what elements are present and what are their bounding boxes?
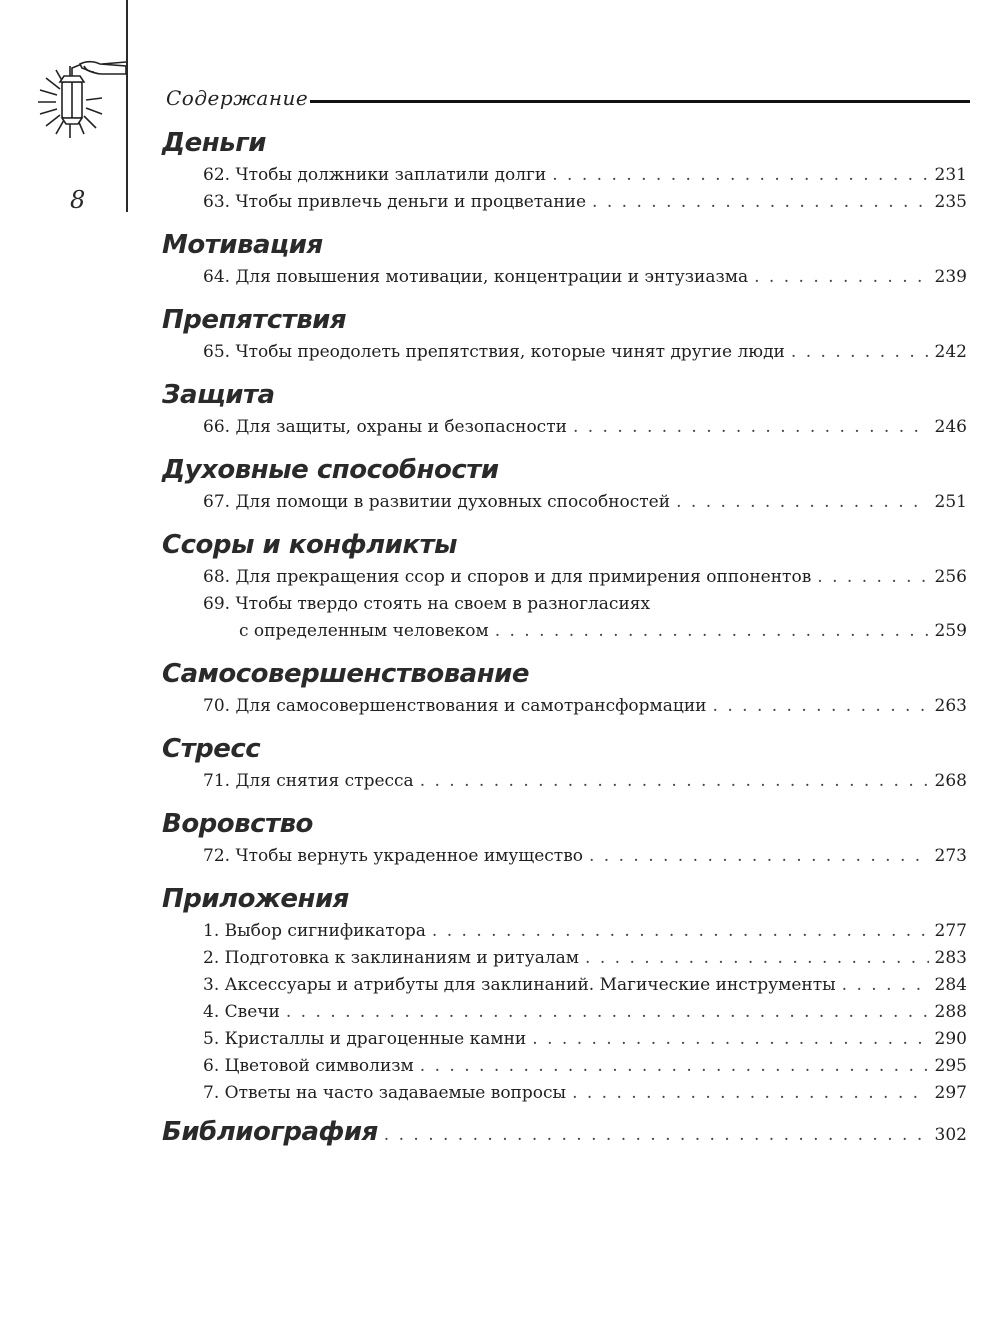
toc-entry[interactable]	[203, 1053, 967, 1080]
page-title: Содержание	[166, 86, 309, 110]
entry-title: Для помощи в развитии духовных способностей	[235, 492, 671, 512]
entry-number: 67.	[203, 492, 231, 512]
entry-row	[203, 489, 967, 516]
entry-row	[203, 264, 967, 291]
entry-page: 246	[934, 417, 967, 437]
dot-leader	[420, 768, 929, 795]
table-of-contents	[0, 124, 1000, 1157]
dot-leader	[842, 972, 929, 999]
entry-row	[203, 972, 967, 999]
dot-leader	[552, 162, 928, 189]
toc-section	[0, 655, 1000, 720]
entry-page: 259	[934, 621, 967, 641]
entry-row	[203, 162, 967, 189]
toc-section	[0, 376, 1000, 441]
entry-number: 4.	[203, 1002, 220, 1022]
toc-entry[interactable]	[203, 918, 967, 945]
entry-page: 273	[934, 846, 967, 866]
dot-leader	[432, 918, 929, 945]
entry-number: 62.	[203, 165, 231, 185]
entry-number: 7.	[203, 1083, 220, 1103]
entry-page: 290	[934, 1029, 967, 1049]
entry-title: Чтобы твердо стоять на своем в разногласиях	[235, 594, 651, 614]
dot-leader	[286, 999, 929, 1026]
entry-page: 297	[934, 1083, 967, 1103]
entry-row	[203, 189, 967, 216]
entry-number: 69.	[203, 594, 231, 614]
toc-entry[interactable]	[203, 339, 967, 366]
dot-leader	[791, 339, 929, 366]
entry-number: 1.	[203, 921, 220, 941]
toc-entry[interactable]	[203, 999, 967, 1026]
entry-title: Для прекращения ссор и споров и для примирения оппонентов	[235, 567, 812, 587]
page-number: 8	[70, 186, 86, 214]
section-title: Самосовершенствование	[162, 659, 530, 689]
entry-label	[203, 1080, 566, 1107]
bibliography-title: Библиография	[162, 1117, 378, 1147]
dot-leader	[592, 189, 929, 216]
entry-page: 277	[934, 921, 967, 941]
dot-leader	[573, 414, 929, 441]
section-title: Препятствия	[162, 305, 347, 335]
dot-leader	[817, 564, 928, 591]
entry-number: 6.	[203, 1056, 220, 1076]
toc-section	[0, 526, 1000, 645]
entry-title: Выбор сигнификатора	[224, 921, 426, 941]
toc-entry[interactable]	[203, 489, 967, 516]
toc-entry[interactable]	[203, 591, 967, 645]
entry-number: 65.	[203, 342, 231, 362]
toc-entry[interactable]	[203, 768, 967, 795]
entry-line	[203, 591, 967, 618]
entry-label	[203, 162, 546, 189]
section-title: Мотивация	[162, 230, 323, 260]
toc-entry[interactable]	[203, 189, 967, 216]
bibliography-entry[interactable]	[162, 1117, 967, 1157]
entry-row	[203, 843, 967, 870]
dot-leader	[572, 1080, 928, 1107]
entry-label	[203, 693, 707, 720]
header-rule	[310, 100, 970, 103]
entry-row	[203, 768, 967, 795]
entry-page: 295	[934, 1056, 967, 1076]
entry-page: 235	[934, 192, 967, 212]
entry-title-continued: с определенным человеком	[239, 621, 489, 641]
entry-title: Цветовой символизм	[224, 1056, 414, 1076]
entry-title: Для самосовершенствования и самотрансформации	[235, 696, 707, 716]
dot-leader	[589, 843, 929, 870]
entry-row	[203, 618, 967, 645]
toc-entry[interactable]	[203, 564, 967, 591]
entry-page: 263	[934, 696, 967, 716]
entry-number: 68.	[203, 567, 231, 587]
entry-row	[203, 918, 967, 945]
entry-label	[203, 489, 670, 516]
entry-page: 283	[934, 948, 967, 968]
dot-leader	[585, 945, 929, 972]
section-title: Духовные способности	[162, 455, 499, 485]
entry-number: 72.	[203, 846, 231, 866]
entry-number: 70.	[203, 696, 231, 716]
section-title: Ссоры и конфликты	[162, 530, 458, 560]
toc-entry[interactable]	[203, 972, 967, 999]
entry-page: 242	[934, 342, 967, 362]
dot-leader	[384, 1125, 929, 1145]
toc-entry[interactable]	[203, 1080, 967, 1107]
entry-title: Чтобы привлечь деньги и процветание	[235, 192, 587, 212]
entry-number: 2.	[203, 948, 220, 968]
entry-row	[203, 1053, 967, 1080]
entry-title: Подготовка к заклинаниям и ритуалам	[224, 948, 580, 968]
entry-label	[203, 972, 836, 999]
entry-title: Кристаллы и драгоценные камни	[224, 1029, 527, 1049]
entry-label	[203, 843, 583, 870]
entry-label	[203, 945, 579, 972]
entry-label	[203, 264, 748, 291]
entry-row	[203, 999, 967, 1026]
entry-title: Для снятия стресса	[235, 771, 414, 791]
toc-section	[0, 301, 1000, 366]
toc-entry[interactable]	[203, 693, 967, 720]
entry-row	[203, 564, 967, 591]
toc-section	[0, 730, 1000, 795]
entry-number: 71.	[203, 771, 231, 791]
entry-title: Чтобы вернуть украденное имущество	[235, 846, 583, 866]
dot-leader	[420, 1053, 929, 1080]
entry-label	[203, 999, 280, 1026]
entry-page: 256	[934, 567, 967, 587]
toc-entry[interactable]	[203, 1026, 967, 1053]
entry-title: Ответы на часто задаваемые вопросы	[224, 1083, 567, 1103]
toc-section	[0, 226, 1000, 291]
entry-row	[203, 1026, 967, 1053]
section-title: Приложения	[162, 884, 349, 914]
dot-leader	[754, 264, 928, 291]
entry-row	[203, 693, 967, 720]
entry-page: 288	[934, 1002, 967, 1022]
dot-leader	[495, 618, 929, 645]
entry-page: 268	[934, 771, 967, 791]
entry-title: Чтобы преодолеть препятствия, которые чинят другие люди	[235, 342, 785, 362]
toc-entry[interactable]	[203, 945, 967, 972]
toc-section	[0, 451, 1000, 516]
entry-number: 64.	[203, 267, 231, 287]
entry-title: Чтобы должники заплатили долги	[235, 165, 547, 185]
entry-number: 63.	[203, 192, 231, 212]
dot-leader	[532, 1026, 928, 1053]
dot-leader	[713, 693, 929, 720]
entry-title: Аксессуары и атрибуты для заклинаний. Магические инструменты	[224, 975, 836, 995]
entry-label	[203, 918, 426, 945]
toc-entry[interactable]	[203, 414, 967, 441]
entry-title: Для повышения мотивации, концентрации и энтузиазма	[235, 267, 749, 287]
entry-label	[203, 768, 414, 795]
entry-page: 251	[934, 492, 967, 512]
entry-row	[203, 1080, 967, 1107]
dot-leader	[676, 489, 928, 516]
entry-number: 3.	[203, 975, 220, 995]
toc-entry[interactable]	[203, 843, 967, 870]
entry-page: 231	[934, 165, 967, 185]
section-title: Стресс	[162, 734, 261, 764]
section-title: Воровство	[162, 809, 313, 839]
entry-row	[203, 339, 967, 366]
entry-number: 5.	[203, 1029, 220, 1049]
toc-section	[0, 880, 1000, 1107]
entry-row	[203, 945, 967, 972]
section-title: Деньги	[162, 128, 266, 158]
entry-label	[203, 564, 811, 591]
entry-label	[203, 189, 586, 216]
entry-row	[203, 414, 967, 441]
entry-label	[203, 414, 567, 441]
entry-page: 239	[934, 267, 967, 287]
section-title: Защита	[162, 380, 275, 410]
bibliography-page: 302	[934, 1125, 967, 1145]
toc-section	[0, 124, 1000, 216]
toc-section	[0, 805, 1000, 870]
toc-entry[interactable]	[203, 264, 967, 291]
entry-number: 66.	[203, 417, 231, 437]
toc-entry[interactable]	[203, 162, 967, 189]
entry-label	[203, 339, 785, 366]
entry-label	[203, 1053, 414, 1080]
entry-title: Свечи	[224, 1002, 280, 1022]
entry-title: Для защиты, охраны и безопасности	[235, 417, 567, 437]
entry-page: 284	[934, 975, 967, 995]
entry-label	[203, 1026, 526, 1053]
